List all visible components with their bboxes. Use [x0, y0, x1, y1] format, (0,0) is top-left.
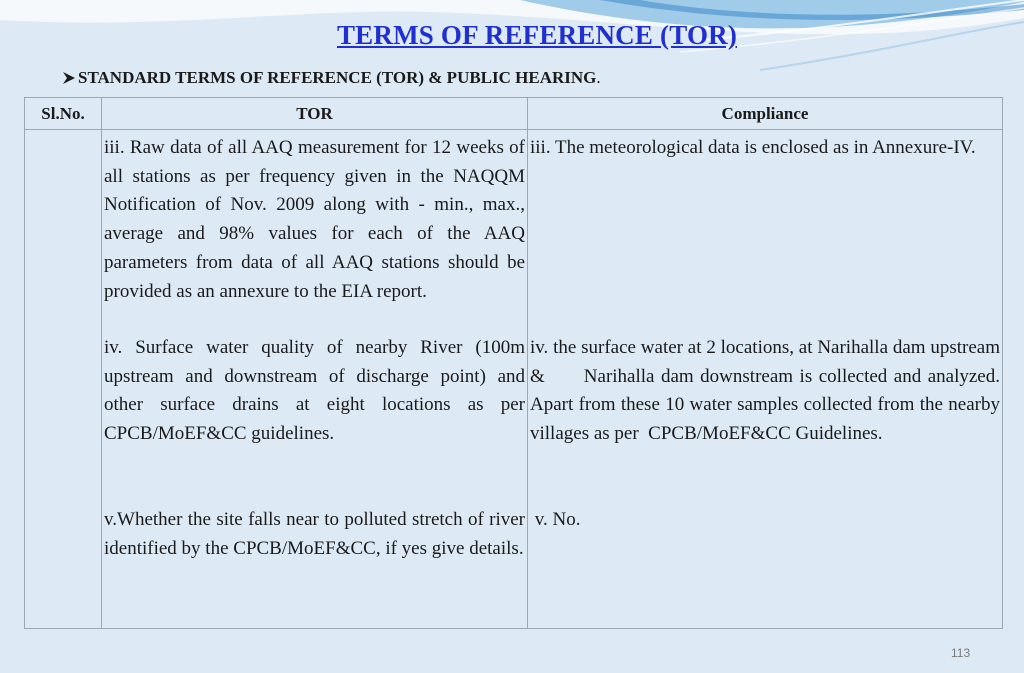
- subtitle-end: .: [596, 68, 601, 87]
- slide-subtitle: [62, 68, 601, 88]
- tor-item-v: v.Whether the site falls near to polluted stretch of river identified by the CPCB/MoEF&CC, if yes give details.: [104, 509, 525, 559]
- arrow-bullet-icon: [62, 71, 76, 85]
- tor-item-iii: iii. Raw data of all AAQ measurement for 12 weeks of all stations as per frequency given in the NAQQM Notification of Nov. 2009 along with - min., max., average and 98% values for each of the AAQ parameters from data of all AAQ stations should be provided as an annexure to the EIA report.: [104, 137, 525, 302]
- subtitle-text: STANDARD TERMS OF REFERENCE (TOR) & PUBLIC HEARING: [78, 68, 597, 87]
- table-row: [25, 130, 1003, 629]
- header-tor: TOR: [102, 98, 528, 130]
- cell-compliance: [528, 130, 1003, 629]
- compliance-item-v: v. No.: [530, 509, 581, 530]
- compliance-item-iii: iii. The meteorological data is enclosed as in Annexure-IV.: [530, 137, 976, 158]
- tor-table-container: [24, 97, 1005, 629]
- table-header-row: [25, 98, 1003, 130]
- cell-tor: [102, 130, 528, 629]
- page-number: 113: [951, 646, 971, 660]
- tor-table: [24, 97, 1003, 629]
- compliance-item-iv: iv. the surface water at 2 locations, at Narihalla dam upstream & Narihalla dam downstream is collected and analyzed. Apart from these 10 water samples collected from the nearby villages as per CPCB/MoEF&CC Guidelines.: [530, 337, 1005, 445]
- cell-slno: [25, 130, 102, 629]
- header-compliance: Compliance: [528, 98, 1003, 130]
- slide-title: TERMS OF REFERENCE (TOR): [336, 20, 738, 50]
- tor-item-iv: iv. Surface water quality of nearby River (100m upstream and downstream of discharge point) and other surface drains at eight locations as per CPCB/MoEF&CC guidelines.: [104, 337, 525, 445]
- header-slno: Sl.No.: [25, 98, 102, 130]
